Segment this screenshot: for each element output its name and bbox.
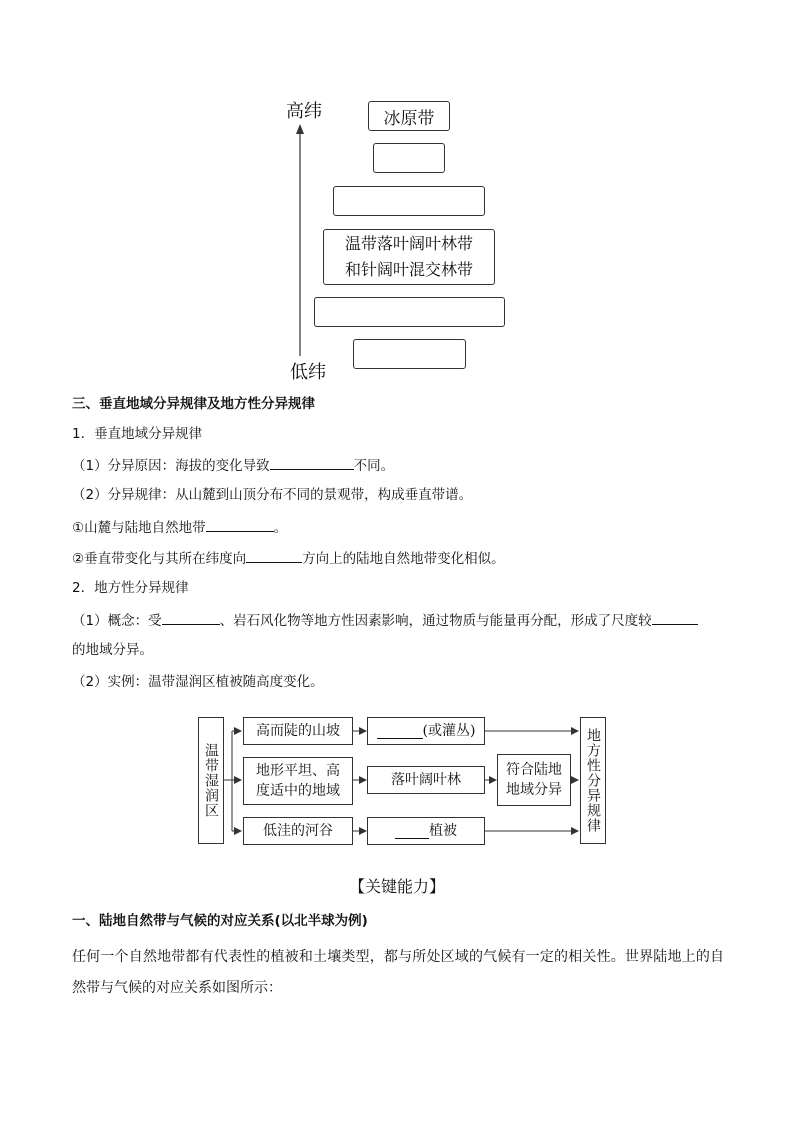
terrain-label: 地形平坦、高度适中的地域 (256, 763, 340, 799)
fill-blank[interactable] (395, 823, 429, 839)
vegetation-box (367, 817, 485, 845)
vegetation-box (367, 717, 485, 745)
terrain-label: 高而陡的山坡 (256, 723, 340, 739)
flow-left-label: 温带湿润区 (203, 743, 219, 818)
item-concept-cont: 的地域分异。 (72, 642, 153, 658)
section-heading: 三、垂直地域分异规律及地方性分异规律 (72, 396, 315, 412)
text-segment: 方向上的陆地自然地带变化相似。 (302, 551, 505, 567)
item-example: （2）实例：温带湿润区植被随高度变化。 (72, 674, 324, 690)
vegetation-label: 植被 (429, 823, 457, 839)
match-box (497, 754, 571, 806)
match-label: 符合陆地地域分异 (506, 762, 562, 798)
key-ability-paragraph: 任何一个自然地带都有代表性的植被和土壤类型，都与所处区域的气候有一定的相关性。世界陆地上的自然带与气候的对应关系如图所示： (72, 949, 724, 996)
text-segment: ①山麓与陆地自然地带 (72, 520, 206, 536)
vegetation-label: 落叶阔叶林 (391, 772, 461, 788)
flow-right-box (580, 717, 606, 844)
terrain-label: 低洼的河谷 (263, 823, 333, 839)
flow-right-label: 地方性分异规律 (585, 728, 601, 833)
text-segment: 。 (273, 520, 288, 536)
subheading-local: 2．地方性分异规律 (72, 580, 189, 596)
fill-blank[interactable] (377, 723, 423, 739)
terrain-box (243, 817, 353, 845)
subheading-vertical: 1．垂直地域分异规律 (72, 426, 203, 442)
text-segment: 不同。 (353, 458, 395, 474)
zone-box-label: 温带落叶阔叶林带 和针阔叶混交林带 (344, 234, 473, 279)
zone-box-label: 冰原带 (383, 108, 435, 129)
vegetation-box (367, 766, 485, 794)
text-segment: ②垂直带变化与其所在纬度向 (72, 551, 247, 567)
flow-left-box (198, 717, 224, 844)
item-rule: （2）分异规律：从山麓到山顶分布不同的景观带，构成垂直带谱。 (72, 487, 473, 503)
text-segment: 、岩石风化物等地方性因素影响，通过物质与能量再分配，形成了尺度较 (219, 613, 652, 629)
key-ability-title: 【关键能力】 (348, 877, 445, 896)
low-latitude-label: 低纬 (290, 362, 326, 383)
text-segment: （1）分异原因：海拔的变化导致 (72, 458, 270, 474)
terrain-box (243, 757, 353, 805)
text-segment: （1）概念：受 (72, 613, 162, 629)
key-ability-heading: 一、陆地自然带与气候的对应关系(以北半球为例) (72, 913, 368, 929)
high-latitude-label: 高纬 (286, 101, 322, 122)
terrain-box (243, 717, 353, 745)
vegetation-label: (或灌丛) (422, 723, 476, 739)
